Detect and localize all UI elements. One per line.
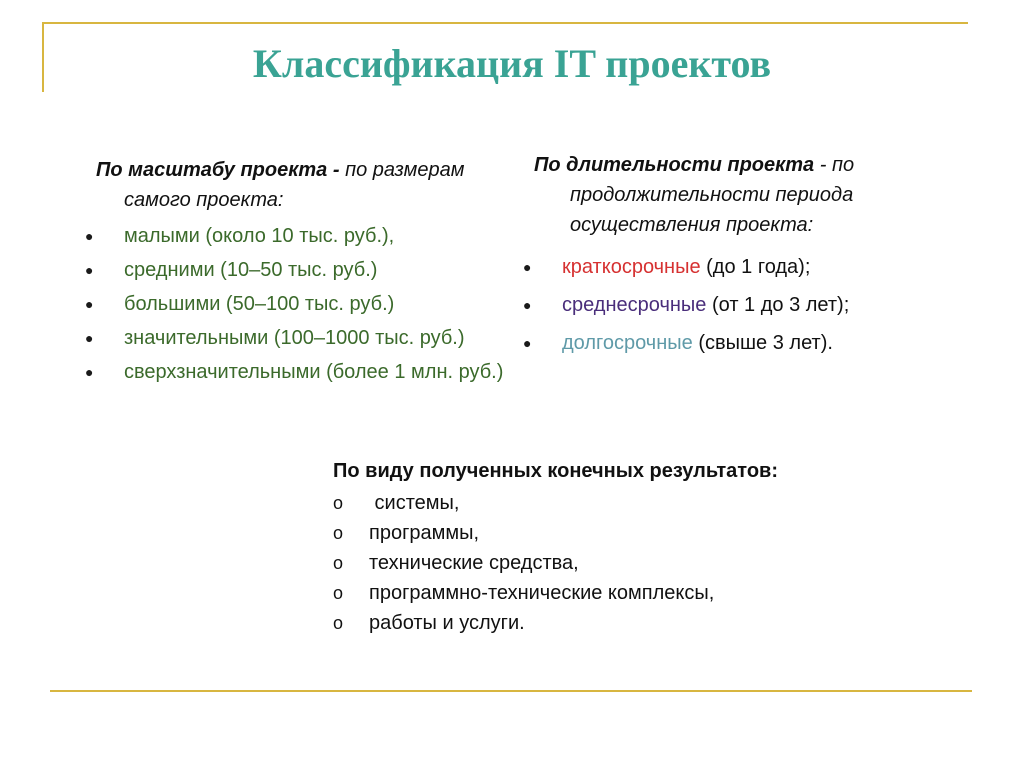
circle-bullet-icon: o — [333, 583, 344, 603]
bullet-icon: ● — [85, 364, 94, 380]
circle-bullet-icon: o — [333, 553, 344, 573]
list-item — [82, 323, 522, 353]
list-item — [82, 255, 522, 285]
duration-list — [520, 252, 990, 358]
list-item — [82, 357, 522, 387]
duration-item-rest: (до 1 года); — [700, 256, 811, 278]
duration-heading — [520, 150, 990, 240]
scale-item-text: значительными (100–1000 тыс. руб.) — [124, 327, 465, 349]
scale-item-text: средними (10–50 тыс. руб.) — [124, 259, 378, 281]
bullet-icon: ● — [523, 297, 532, 313]
results-heading: По виду полученных конечных результатов: — [333, 460, 778, 482]
list-item — [520, 328, 990, 358]
circle-bullet-icon: o — [333, 613, 344, 633]
top-decorative-line — [42, 22, 968, 24]
circle-bullet-icon: o — [333, 493, 344, 513]
scale-heading — [82, 155, 522, 215]
list-item — [82, 221, 522, 251]
duration-term-long: долгосрочные — [562, 332, 693, 354]
results-item-text: технические средства, — [369, 552, 579, 574]
list-item — [333, 488, 893, 518]
duration-heading-sub: - по продолжительности периода осуществления проекта: — [570, 154, 855, 236]
scale-list — [82, 221, 522, 387]
duration-term-mid: среднесрочные — [562, 294, 707, 316]
bullet-icon: ● — [523, 259, 532, 275]
duration-section — [520, 150, 990, 362]
duration-item-rest: (от 1 до 3 лет); — [706, 294, 850, 316]
bullet-icon: ● — [85, 296, 94, 312]
results-item-text: программы, — [369, 522, 480, 544]
scale-section — [82, 155, 522, 391]
results-list — [333, 488, 893, 638]
bullet-icon: ● — [523, 335, 532, 351]
results-item-text: программно-технические комплексы, — [369, 582, 715, 604]
scale-item-text: малыми (около 10 тыс. руб.), — [124, 225, 395, 247]
duration-term-short: краткосрочные — [562, 256, 701, 278]
list-item — [520, 252, 990, 282]
list-item — [333, 608, 893, 638]
list-item — [333, 518, 893, 548]
bullet-icon: ● — [85, 330, 94, 346]
bullet-icon: ● — [85, 228, 94, 244]
scale-heading-sub: по размерам самого проекта — [124, 159, 465, 211]
slide-title: Классификация IT проектов — [252, 41, 772, 86]
scale-item-text: сверхзначительными (более 1 млн. руб.) — [124, 361, 504, 383]
scale-heading-strong: По масштабу проекта - — [96, 159, 340, 181]
bottom-decorative-line — [50, 690, 972, 692]
list-item — [82, 289, 522, 319]
list-item — [520, 290, 990, 320]
results-item-text: системы, — [369, 492, 460, 514]
results-item-text: работы и услуги. — [369, 612, 525, 634]
list-item — [333, 548, 893, 578]
duration-item-rest: (свыше 3 лет). — [692, 332, 833, 354]
duration-heading-strong: По длительности проекта — [534, 154, 815, 176]
scale-item-text: большими (50–100 тыс. руб.) — [124, 293, 395, 315]
results-section — [333, 456, 893, 638]
circle-bullet-icon: o — [333, 523, 344, 543]
bullet-icon: ● — [85, 262, 94, 278]
scale-heading-colon: : — [277, 189, 284, 211]
list-item — [333, 578, 893, 608]
